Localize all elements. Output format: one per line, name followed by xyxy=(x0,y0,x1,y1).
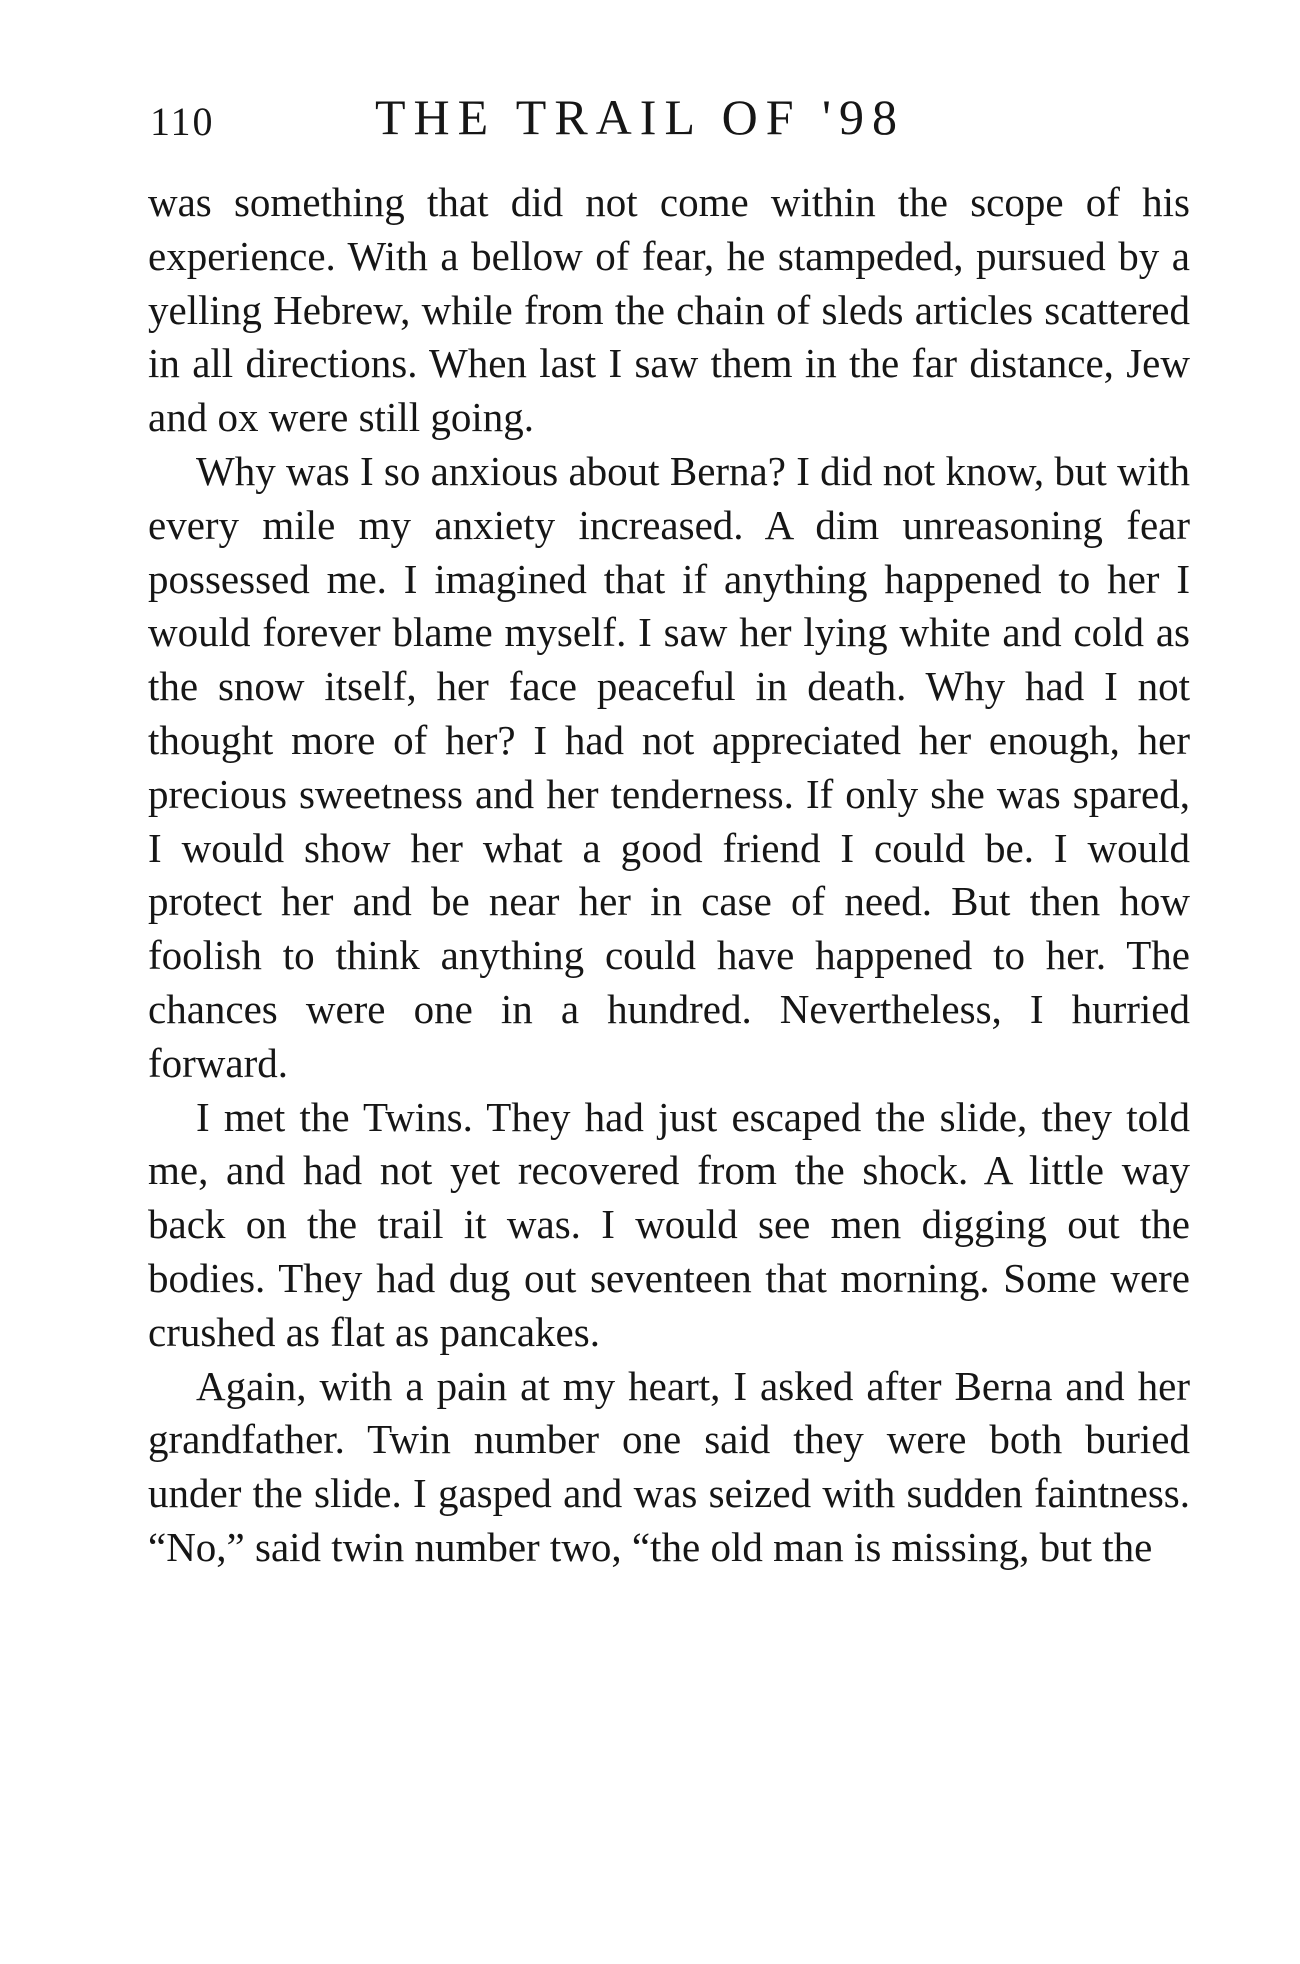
paragraph: Why was I so anxious about Berna? I did not know, but with every mile my anxiety increased. A dim unreasoning fear possessed me. I imagined that if anything happened to her I would forever blame myself. I saw her lying white and cold as the snow itself, her face peaceful in death. Why had I not thought more of her? I had not appreciated her enough, her precious sweetness and her tenderness. If only she was spared, I would show her what a good friend I could be. I would protect her and be near her in case of need. But then how foolish to think anything could have happened to her. The chances were one in a hundred. Nevertheless, I hurried forward. xyxy=(148,447,1190,1086)
running-head xyxy=(150,88,1190,148)
body-text xyxy=(148,176,1190,1575)
book-title: THE TRAIL OF '98 xyxy=(375,89,906,145)
page-number: 110 xyxy=(150,99,215,144)
paragraph: Again, with a pain at my heart, I asked after Berna and her grandfather. Twin number one said they were both buried under the slide. I gasped and was seized with sudden faintness. “No,” said twin number two, “the old man is missing, but the xyxy=(148,1362,1190,1570)
paragraph-continued: was something that did not come within the scope of his experience. With a bellow of fear, he stampeded, pursued by a yelling Hebrew, while from the chain of sleds articles scattered in all directions. When last I saw them in the far distance, Jew and ox were still going. xyxy=(148,179,1190,441)
paragraph: I met the Twins. They had just escaped the slide, they told me, and had not yet recovered from the shock. A little way back on the trail it was. I would see men digging out the bodies. They had dug out seventeen that morning. Some were crushed as flat as pancakes. xyxy=(148,1093,1190,1355)
